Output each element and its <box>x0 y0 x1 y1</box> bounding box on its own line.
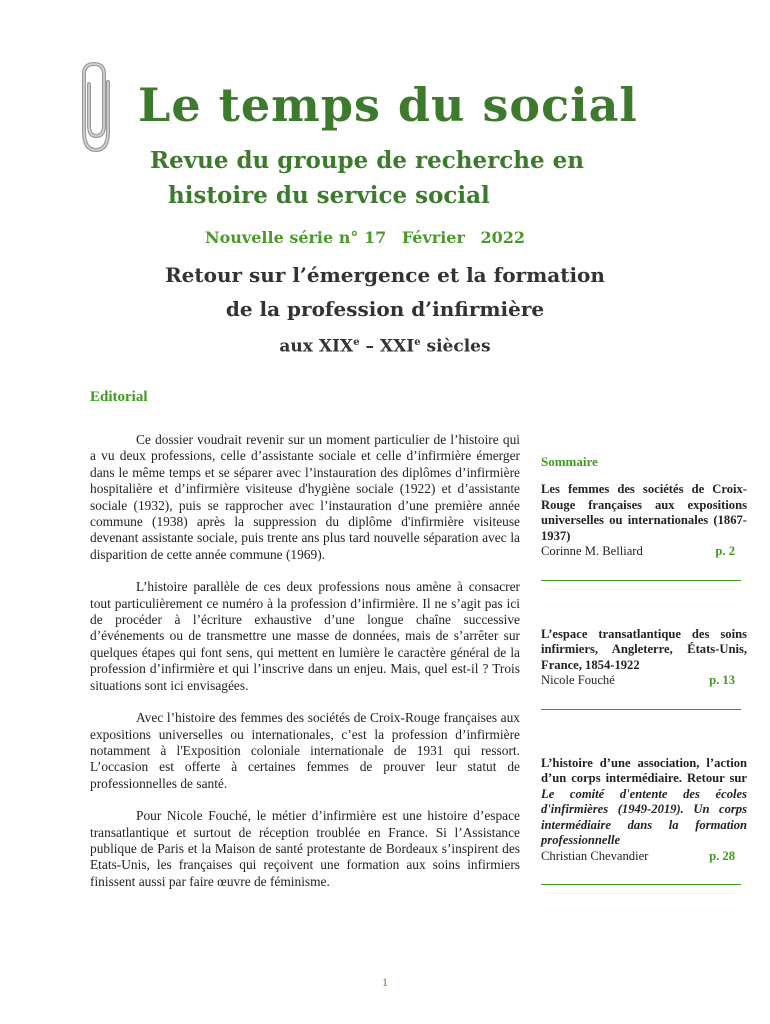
journal-title: Le temps du social <box>138 78 638 132</box>
sommaire-entry[interactable] <box>541 482 747 560</box>
dossier-text: aux XIX <box>279 336 354 357</box>
editorial-heading: Editorial <box>90 389 148 405</box>
sommaire-entry[interactable] <box>541 756 747 865</box>
subtitle-line: Revue du groupe de recherche en <box>150 147 584 174</box>
entry-page: p. 28 <box>709 848 735 863</box>
entry-author: Christian Chevandier <box>541 848 649 863</box>
sommaire-heading: Sommaire <box>541 454 598 469</box>
paperclip-icon <box>78 60 124 160</box>
dossier-line <box>0 326 770 364</box>
superscript: e <box>353 337 360 348</box>
entry-title <box>541 756 747 849</box>
editorial-paragraph: Ce dossier voudrait revenir sur un moment particulier de l’histoire qui a vu deux professions, celle d’assistante sociale et celle d’infirmière émerger dans le même temps et se séparer avec l’instauration des diplômes d’infirmière hospitalière et d’infirmière visiteuse d'hygiène sociale (1922) et d’assistante sociale (1932), puis se rapprocher avec l’instauration d’une première année commune (1938) après la suppression du diplôme d'infirmière visiteuse devenant assistante sociale, puis trente ans plus tard nouvelle séparation avec la disparition de cette année commune (1969). <box>90 432 520 562</box>
dossier-title <box>0 258 770 364</box>
page-number: 1 <box>382 975 388 989</box>
entry-title: Les femmes des sociétés de Croix-Rouge françaises aux expositions universelles ou internationales (1867-1937) <box>541 482 747 543</box>
subtitle-line: histoire du service social <box>168 182 490 209</box>
sommaire <box>541 454 747 885</box>
entry-page: p. 13 <box>709 673 735 687</box>
issue-info <box>205 228 535 247</box>
dossier-text: – XXI <box>359 336 415 357</box>
issue-series: Nouvelle série n° 17 <box>205 228 387 247</box>
entry-title-italic: Le comité d'entente des écoles d'infirmières (1949-2019). Un corps intermédiaire dans la formation professionnelle <box>541 786 747 847</box>
divider <box>541 884 741 885</box>
issue-year: 2022 <box>480 228 525 247</box>
issue-month: Février <box>401 228 465 247</box>
dossier-line: Retour sur l’émergence et la formation <box>165 263 605 287</box>
sommaire-entry[interactable] <box>541 627 747 689</box>
superscript: e <box>414 337 421 348</box>
divider <box>541 709 741 710</box>
dossier-line: de la profession d’infirmière <box>225 297 545 321</box>
entry-title-text: L’histoire d’une association, l’action d’un corps intermédiaire. Retour sur <box>541 755 747 785</box>
editorial-body <box>90 432 520 906</box>
entry-author: Nicole Fouché <box>541 673 615 687</box>
dossier-text: siècles <box>420 336 491 357</box>
divider <box>541 580 741 581</box>
entry-page: p. 2 <box>715 544 735 558</box>
editorial-paragraph: Pour Nicole Fouché, le métier d’infirmière est une histoire d’espace transatlantique et surtout de réception troublée en France. Si l’Assistance publique de Paris et la Maison de santé protestante de Bordeaux s’inspirent des Etats-Unis, les françaises qui reçoivent une formation aux soins infirmiers finissent aussi par faire œuvre de féminisme. <box>90 808 520 889</box>
journal-subtitle <box>150 143 584 213</box>
entry-author: Corinne M. Belliard <box>541 544 643 558</box>
entry-title: L’espace transatlantique des soins infirmiers, Angleterre, États-Unis, France, 1854-1922 <box>541 626 747 672</box>
editorial-paragraph: Avec l’histoire des femmes des sociétés de Croix-Rouge françaises aux expositions universelles ou internationales, c’est la profession d’infirmière notamment à l'Exposition coloniale internationale de 1931 qui ressort. L’occasion est offerte à certaines femmes de prouver leur statut de professionnelles de santé. <box>90 710 520 791</box>
editorial-paragraph: L’histoire parallèle de ces deux professions nous amène à consacrer tout particulièrement ce numéro à la profession d’infirmière. Il ne s’agit pas ici de procéder à l’écriture exhaustive d’une longue chaîne successive d’événements ou de transmettre une masse de données, mais de s’arrêter sur quelques étapes qui font sens, qui mettent en lumière le caractère général de la profession d’infirmière et qui l’inscrive dans un enjeu. Mais, quel est-il ? Trois situations sont ici envisagées. <box>90 579 520 693</box>
